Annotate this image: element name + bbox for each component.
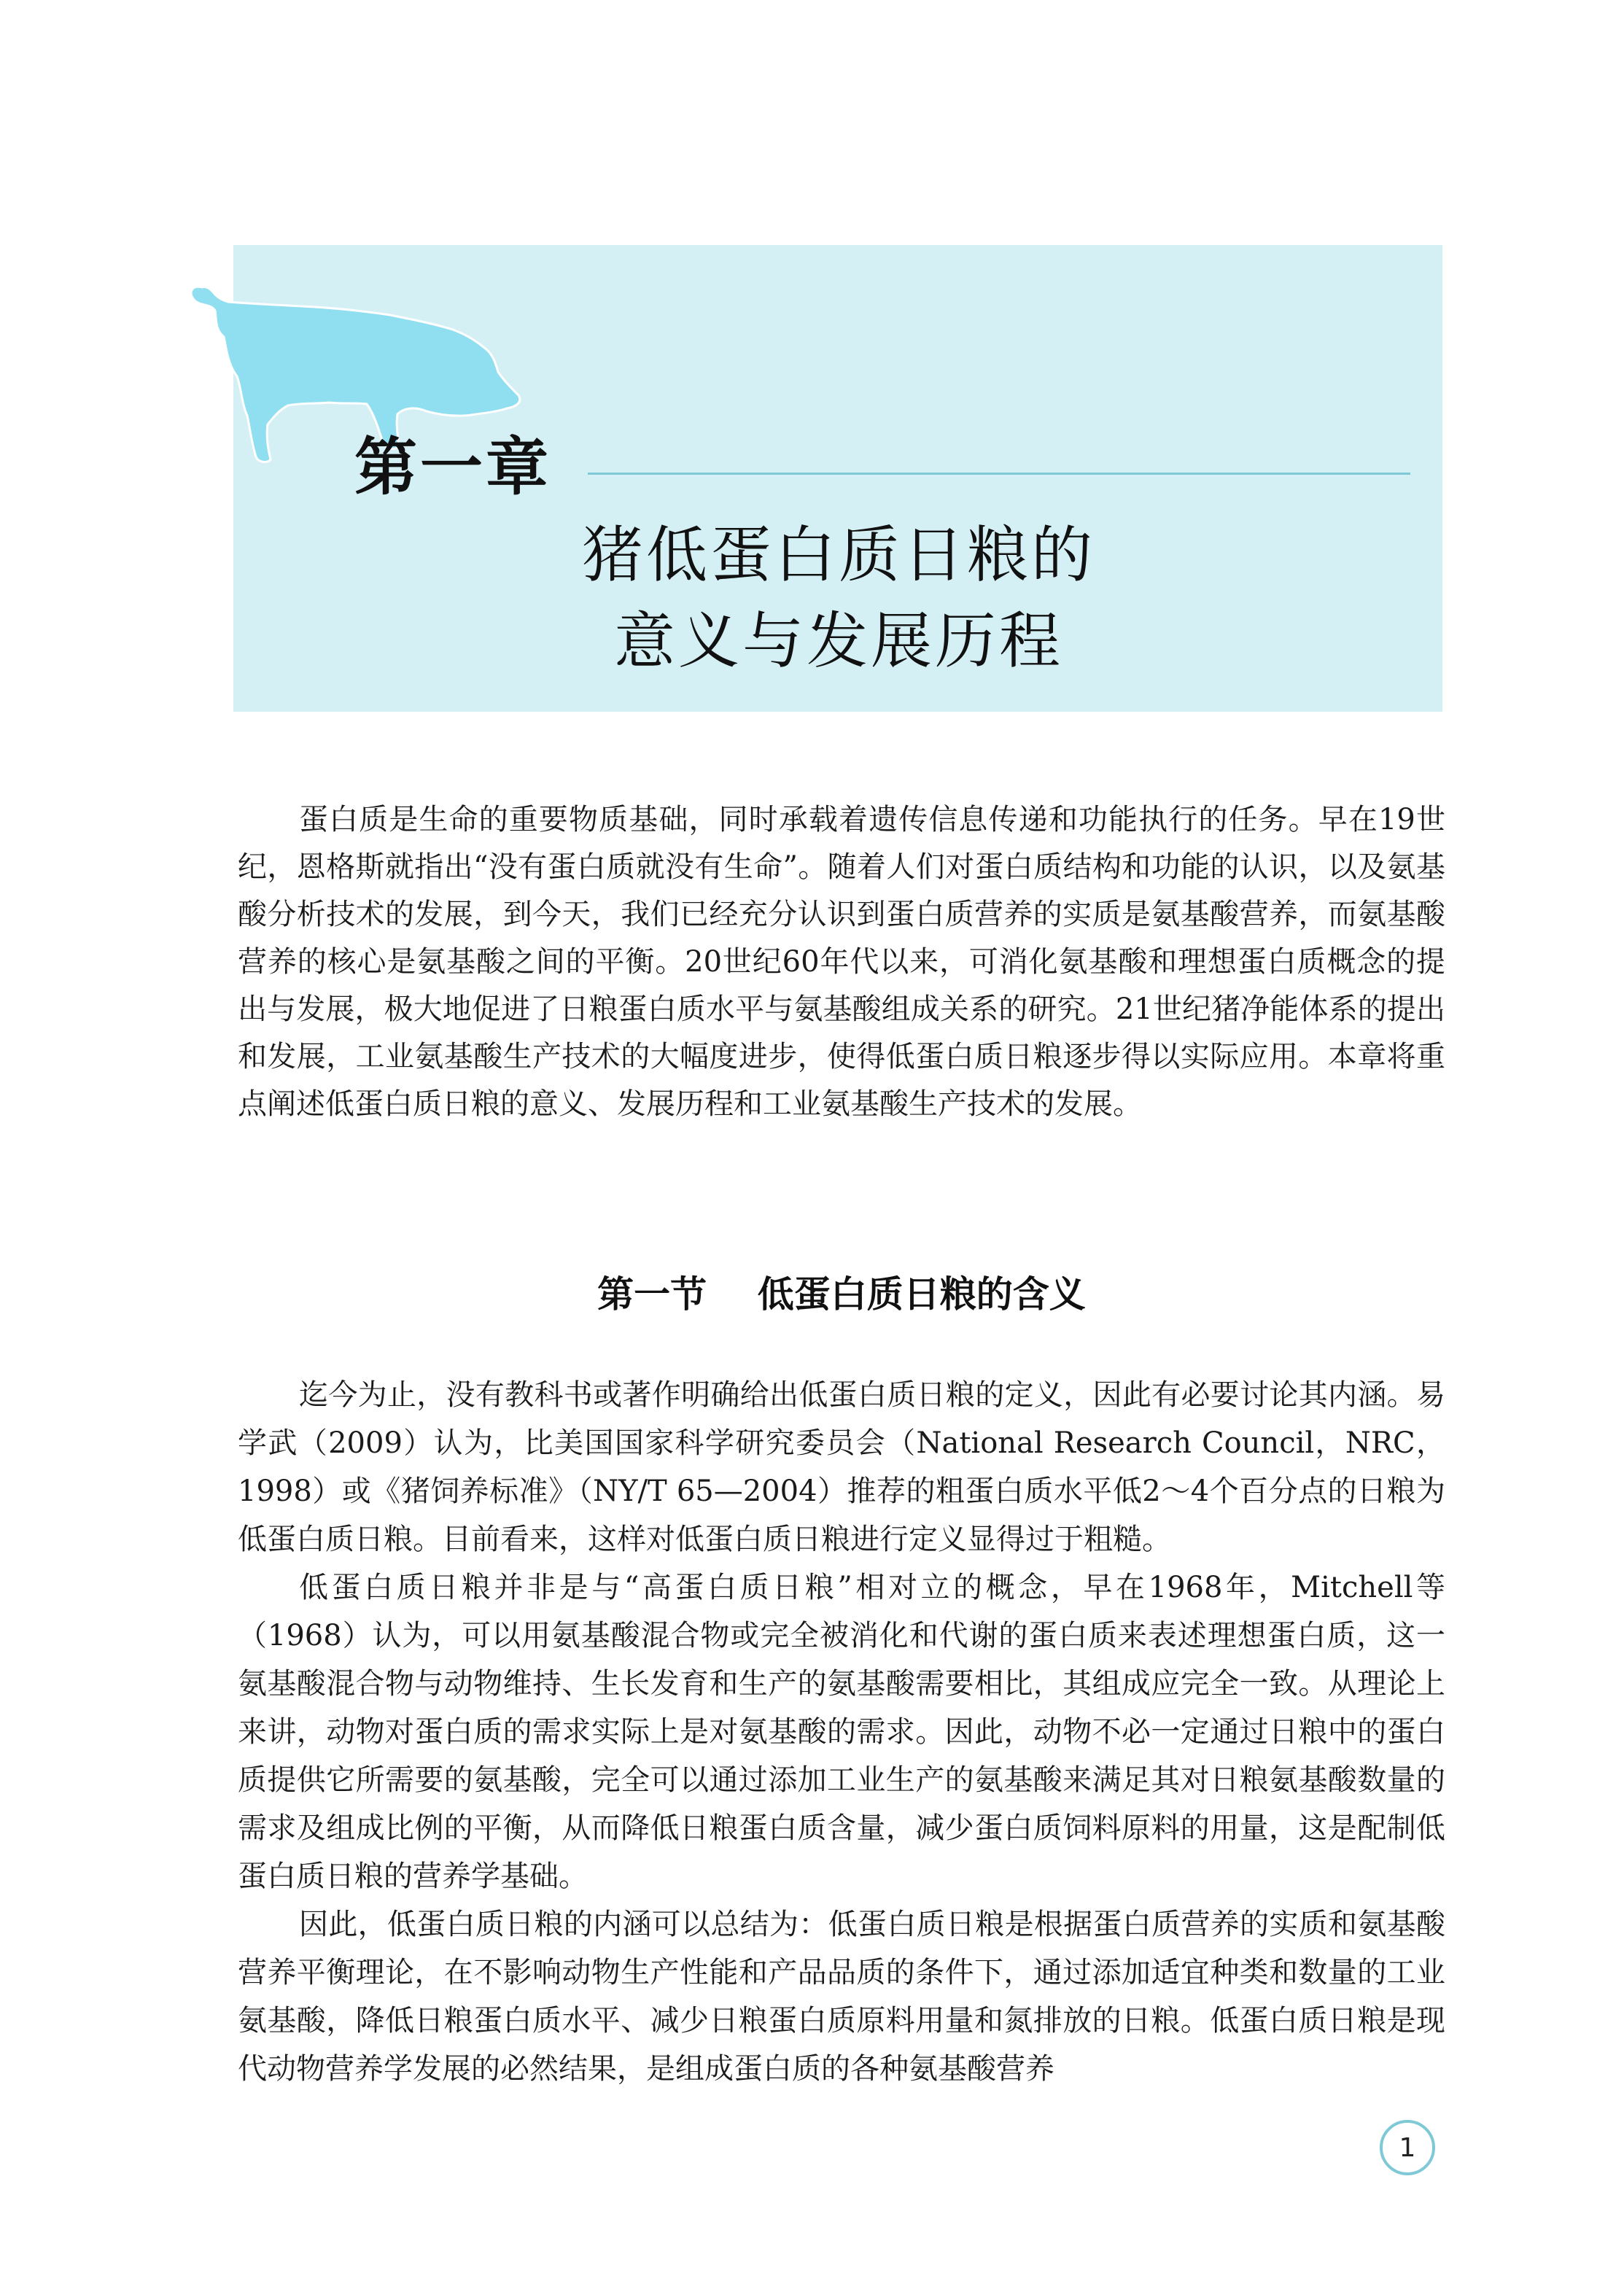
body-paragraph-3: 因此，低蛋白质日粮的内涵可以总结为：低蛋白质日粮是根据蛋白质营养的实质和氨基酸营养平衡理论，在不影响动物生产性能和产品品质的条件下，通过添加适宜种类和数量的工业氨基酸，降低日粮蛋白质水平、减少日粮蛋白质原料用量和氮排放的日粮。低蛋白质日粮是现代动物营养学发展的必然结果，是组成蛋白质的各种氨基酸营养 xyxy=(238,1908,1445,2086)
chapter-number: 第一章 xyxy=(354,431,551,504)
body-paragraph-1: 迄今为止，没有教科书或著作明确给出低蛋白质日粮的定义，因此有必要讨论其内涵。易学武（2009）认为，比美国国家科学研究委员会（National Research Council，NRC，1998）或《猪饲养标准》（NY/T 65—2004）推荐的粗蛋白质水平低2～4个百分点的日粮为低蛋白质日粮。目前看来，这样对低蛋白质日粮进行定义显得过于粗糙。 xyxy=(238,1378,1445,1556)
chapter-title-rule xyxy=(588,473,1410,475)
section-body xyxy=(238,1371,1445,2093)
chapter-title xyxy=(408,512,1269,684)
page-number: 1 xyxy=(1380,2120,1435,2175)
chapter-title-line-1: 猪低蛋白质日粮的 xyxy=(581,519,1095,591)
section-heading: 第一节 低蛋白质日粮的含义 xyxy=(597,1273,1086,1316)
body-paragraph-2: 低蛋白质日粮并非是与“高蛋白质日粮”相对立的概念，早在1968年，Mitchell等（1968）认为，可以用氨基酸混合物或完全被消化和代谢的蛋白质来表述理想蛋白质，这一氨基酸混合物与动物维持、生长发育和生产的氨基酸需要相比，其组成应完全一致。从理论上来讲，动物对蛋白质的需求实际上是对氨基酸的需求。因此，动物不必一定通过日粮中的蛋白质提供它所需要的氨基酸，完全可以通过添加工业生产的氨基酸来满足其对日粮氨基酸数量的需求及组成比例的平衡，从而降低日粮蛋白质含量，减少蛋白质饲料原料的用量，这是配制低蛋白质日粮的营养学基础。 xyxy=(238,1571,1445,1893)
chapter-title-line-2: 意义与发展历程 xyxy=(613,605,1063,677)
intro-paragraph: 蛋白质是生命的重要物质基础，同时承载着遗传信息传递和功能执行的任务。早在19世纪，恩格斯就指出“没有蛋白质就没有生命”。随着人们对蛋白质结构和功能的认识，以及氨基酸分析技术的发展，到今天，我们已经充分认识到蛋白质营养的实质是氨基酸营养，而氨基酸营养的核心是氨基酸之间的平衡。20世纪60年代以来，可消化氨基酸和理想蛋白质概念的提出与发展，极大地促进了日粮蛋白质水平与氨基酸组成关系的研究。21世纪猪净能体系的提出和发展，工业氨基酸生产技术的大幅度进步，使得低蛋白质日粮逐步得以实际应用。本章将重点阐述低蛋白质日粮的意义、发展历程和工业氨基酸生产技术的发展。 xyxy=(238,803,1445,1121)
